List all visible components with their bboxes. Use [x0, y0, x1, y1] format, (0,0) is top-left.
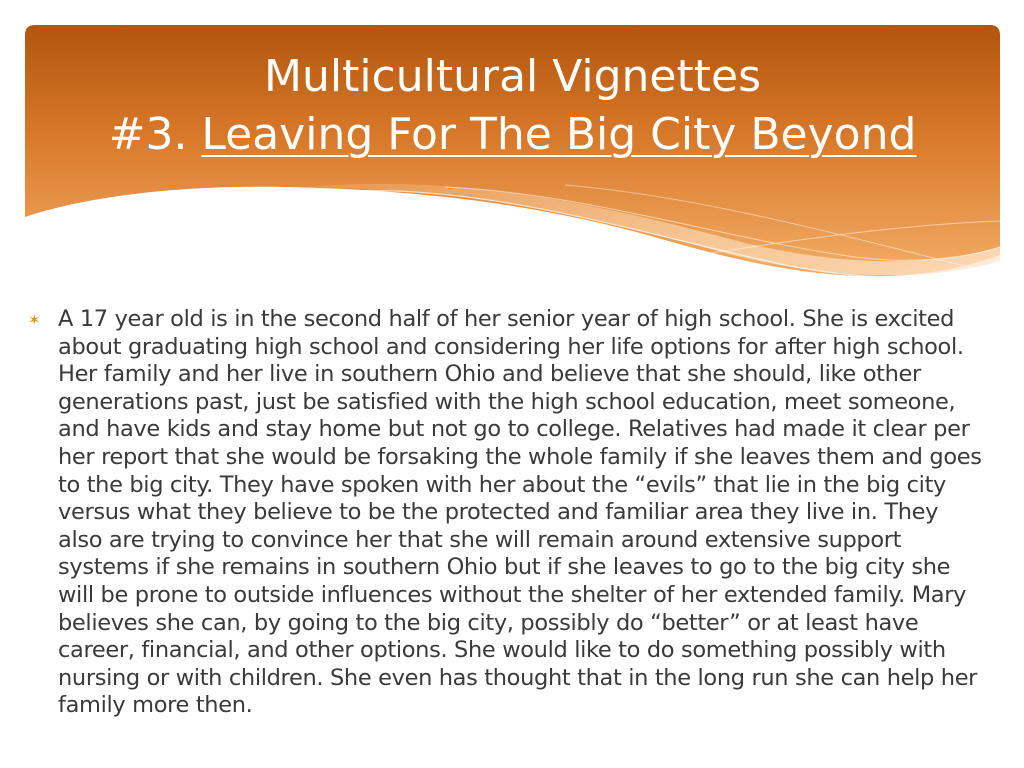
title-line-2: [25, 106, 1000, 164]
bullet-item: [28, 306, 988, 720]
bullet-list: [28, 306, 988, 720]
slide-title: [25, 48, 1000, 164]
title-link[interactable]: Leaving For The Big City Beyond: [201, 109, 917, 160]
star-bullet-icon: ✶: [28, 311, 41, 329]
bullet-text: A 17 year old is in the second half of her senior year of high school. She is excited about graduating high school and considering her life options for after high school. Her family and her live in southern Ohio and believe that she should, like other generations past, just be satisfied with the high school education, meet someone, and have kids and stay home but not go to college. Relatives had made it clear per her report that she would be forsaking the whole family if she leaves them and goes to the big city. They have spoken with her about the “evils” that lie in the big city versus what they believe to be the protected and familiar area they live in. They also are trying to convince her that she will remain around extensive support systems if she remains in southern Ohio but if she leaves to go to the big city she will be prone to outside influences without the shelter of her extended family. Mary believes she can, by going to the big city, possibly do “better” or at least have career, financial, and other options. She would like to do something possibly with nursing or with children. She even has thought that in the long run she can help her family more then.: [58, 306, 982, 719]
title-line-1: Multicultural Vignettes: [264, 51, 761, 102]
title-number: #3.: [108, 109, 202, 160]
